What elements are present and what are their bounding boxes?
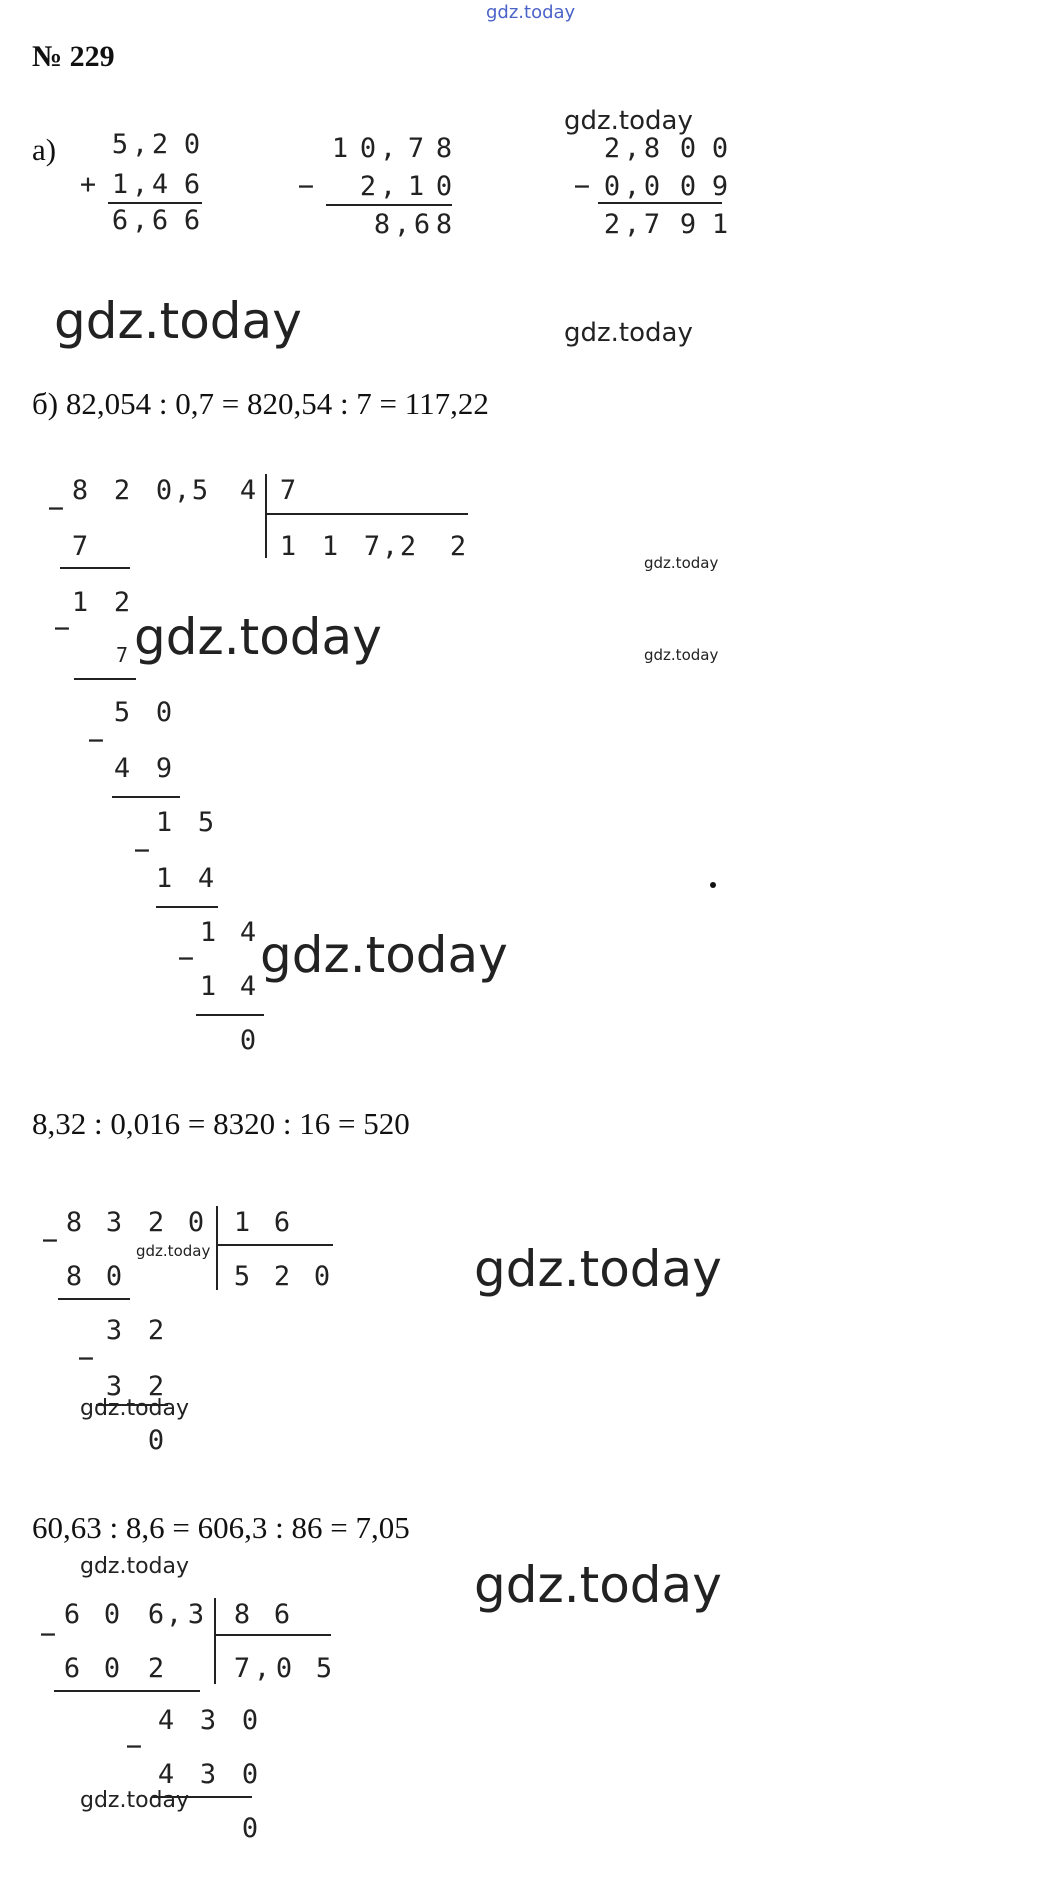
digit: 1 [321, 531, 339, 562]
digit: 6 [273, 1599, 291, 1630]
minus-sign: − [133, 835, 151, 866]
digit: 5 [197, 807, 215, 838]
minus-sign: − [41, 1225, 59, 1256]
digit: 2 [113, 475, 131, 506]
digit: 5 [191, 475, 209, 506]
digit: 3 [199, 1759, 217, 1790]
digit: 6 [63, 1653, 81, 1684]
digit: 0 [359, 133, 377, 164]
digit: 2 [151, 129, 169, 160]
digit: 8 [71, 475, 89, 506]
digit: , [131, 129, 149, 160]
digit: 5 [113, 697, 131, 728]
digit: 0 [103, 1599, 121, 1630]
digit: 0 [241, 1759, 259, 1790]
digit: 0 [241, 1813, 259, 1844]
digit: 9 [711, 171, 729, 202]
minus-sign: − [47, 493, 65, 524]
top-watermark: gdz.today [486, 2, 576, 23]
digit: 4 [197, 863, 215, 894]
watermark: gdz.today [644, 646, 719, 664]
digit: 0 [187, 1207, 205, 1238]
watermark: gdz.today [80, 1788, 190, 1813]
digit: 6 [183, 169, 201, 200]
digit: 6 [183, 205, 201, 236]
minus-sign: − [77, 1343, 95, 1374]
digit: 5 [233, 1261, 251, 1292]
division-bar [216, 1206, 218, 1290]
minus-sign: − [125, 1731, 143, 1762]
digit: 7 [71, 531, 89, 562]
stray-dot [710, 882, 716, 888]
digit: 0 [313, 1261, 331, 1292]
digit: 1 [407, 171, 425, 202]
digit: , [173, 475, 191, 506]
minus-sign: − [39, 1619, 57, 1650]
difference-line [598, 202, 722, 204]
digit: 1 [233, 1207, 251, 1238]
digit: 0 [435, 171, 453, 202]
digit: 3 [105, 1207, 123, 1238]
digit: 2 [147, 1371, 165, 1402]
digit: 3 [199, 1705, 217, 1736]
digit: 4 [151, 169, 169, 200]
digit: 0 [679, 171, 697, 202]
digit: 1 [155, 807, 173, 838]
subtract-line [156, 906, 218, 908]
digit: 8 [233, 1599, 251, 1630]
digit: 1 [111, 169, 129, 200]
digit: , [623, 209, 641, 240]
quotient-line [215, 1634, 331, 1636]
digit: , [165, 1599, 183, 1630]
digit: 0 [603, 171, 621, 202]
watermark: gdz.today [474, 1556, 722, 1614]
watermark: gdz.today [564, 318, 693, 348]
digit: 4 [113, 753, 131, 784]
watermark: gdz.today [260, 926, 508, 984]
digit: 9 [679, 209, 697, 240]
equation-b3: 60,63 : 8,6 = 606,3 : 86 = 7,05 [32, 1510, 410, 1545]
watermark: gdz.today [564, 106, 693, 136]
digit: 4 [157, 1705, 175, 1736]
problem-number: № 229 [32, 40, 115, 73]
digit: 1 [331, 133, 349, 164]
digit: 6 [273, 1207, 291, 1238]
digit: 0 [183, 129, 201, 160]
part-a-label: а) [32, 132, 57, 167]
minus-sign: − [573, 171, 591, 202]
watermark: gdz.today [134, 608, 382, 666]
subtract-line [54, 1690, 200, 1692]
digit: , [131, 169, 149, 200]
digit: 8 [435, 133, 453, 164]
watermark: gdz.today [80, 1396, 190, 1421]
digit: 2 [273, 1261, 291, 1292]
digit: 5 [315, 1653, 333, 1684]
digit: , [393, 209, 411, 240]
subtract-line [196, 1014, 264, 1016]
digit: 4 [239, 971, 257, 1002]
minus-sign: − [177, 943, 195, 974]
digit: 7 [115, 643, 129, 667]
digit: 3 [187, 1599, 205, 1630]
digit: 1 [199, 917, 217, 948]
digit: , [379, 171, 397, 202]
digit: 7 [363, 531, 381, 562]
digit: 1 [711, 209, 729, 240]
sum-line [108, 202, 202, 204]
digit: 6 [413, 209, 431, 240]
minus-sign: − [53, 613, 71, 644]
digit: 5 [111, 129, 129, 160]
quotient-line [266, 513, 468, 515]
digit: , [623, 171, 641, 202]
digit: 3 [105, 1371, 123, 1402]
digit: 0 [643, 171, 661, 202]
digit: 0 [155, 697, 173, 728]
equation-b1: б) 82,054 : 0,7 = 820,54 : 7 = 117,22 [32, 386, 489, 421]
digit: 4 [239, 917, 257, 948]
digit: 7 [643, 209, 661, 240]
digit: 1 [155, 863, 173, 894]
digit: 7 [407, 133, 425, 164]
minus-sign: − [297, 171, 315, 202]
digit: 8 [65, 1261, 83, 1292]
digit: 1 [279, 531, 297, 562]
digit: 8 [643, 133, 661, 164]
digit: 4 [157, 1759, 175, 1790]
digit: 1 [71, 587, 89, 618]
digit: 3 [105, 1315, 123, 1346]
digit: 4 [239, 475, 257, 506]
digit: 0 [275, 1653, 293, 1684]
digit: 2 [147, 1653, 165, 1684]
watermark: gdz.today [80, 1554, 190, 1579]
digit: 8 [373, 209, 391, 240]
digit: , [253, 1653, 271, 1684]
plus-sign: + [79, 169, 97, 200]
digit: 0 [239, 1025, 257, 1056]
digit: 0 [105, 1261, 123, 1292]
digit: 9 [155, 753, 173, 784]
digit: 2 [603, 133, 621, 164]
watermark: gdz.today [474, 1240, 722, 1298]
subtract-line [58, 1298, 130, 1300]
digit: 2 [113, 587, 131, 618]
digit: 1 [199, 971, 217, 1002]
digit: 2 [449, 531, 467, 562]
watermark: gdz.today [54, 292, 302, 350]
digit: 6 [111, 205, 129, 236]
digit: 2 [147, 1207, 165, 1238]
digit: 6 [63, 1599, 81, 1630]
digit: 0 [711, 133, 729, 164]
digit: 2 [399, 531, 417, 562]
digit: , [379, 133, 397, 164]
division-bar [265, 474, 267, 558]
digit: 7 [233, 1653, 251, 1684]
digit: 2 [147, 1315, 165, 1346]
digit: 6 [147, 1599, 165, 1630]
subtract-line [112, 796, 180, 798]
watermark: gdz.today [644, 554, 719, 572]
equation-b2: 8,32 : 0,016 = 8320 : 16 = 520 [32, 1106, 410, 1141]
digit: 2 [359, 171, 377, 202]
digit: , [623, 133, 641, 164]
minus-sign: − [87, 725, 105, 756]
digit: 8 [435, 209, 453, 240]
watermark: gdz.today [136, 1242, 211, 1260]
digit: 0 [147, 1425, 165, 1456]
digit: , [381, 531, 399, 562]
digit: 0 [241, 1705, 259, 1736]
subtract-line [74, 678, 136, 680]
digit: 0 [679, 133, 697, 164]
digit: 0 [155, 475, 173, 506]
digit: 6 [151, 205, 169, 236]
division-bar [214, 1598, 216, 1684]
digit: , [131, 205, 149, 236]
subtract-line [60, 567, 130, 569]
digit: 2 [603, 209, 621, 240]
quotient-line [217, 1244, 333, 1246]
difference-line [326, 204, 452, 206]
divisor: 7 [279, 475, 297, 506]
digit: 8 [65, 1207, 83, 1238]
digit: 0 [103, 1653, 121, 1684]
